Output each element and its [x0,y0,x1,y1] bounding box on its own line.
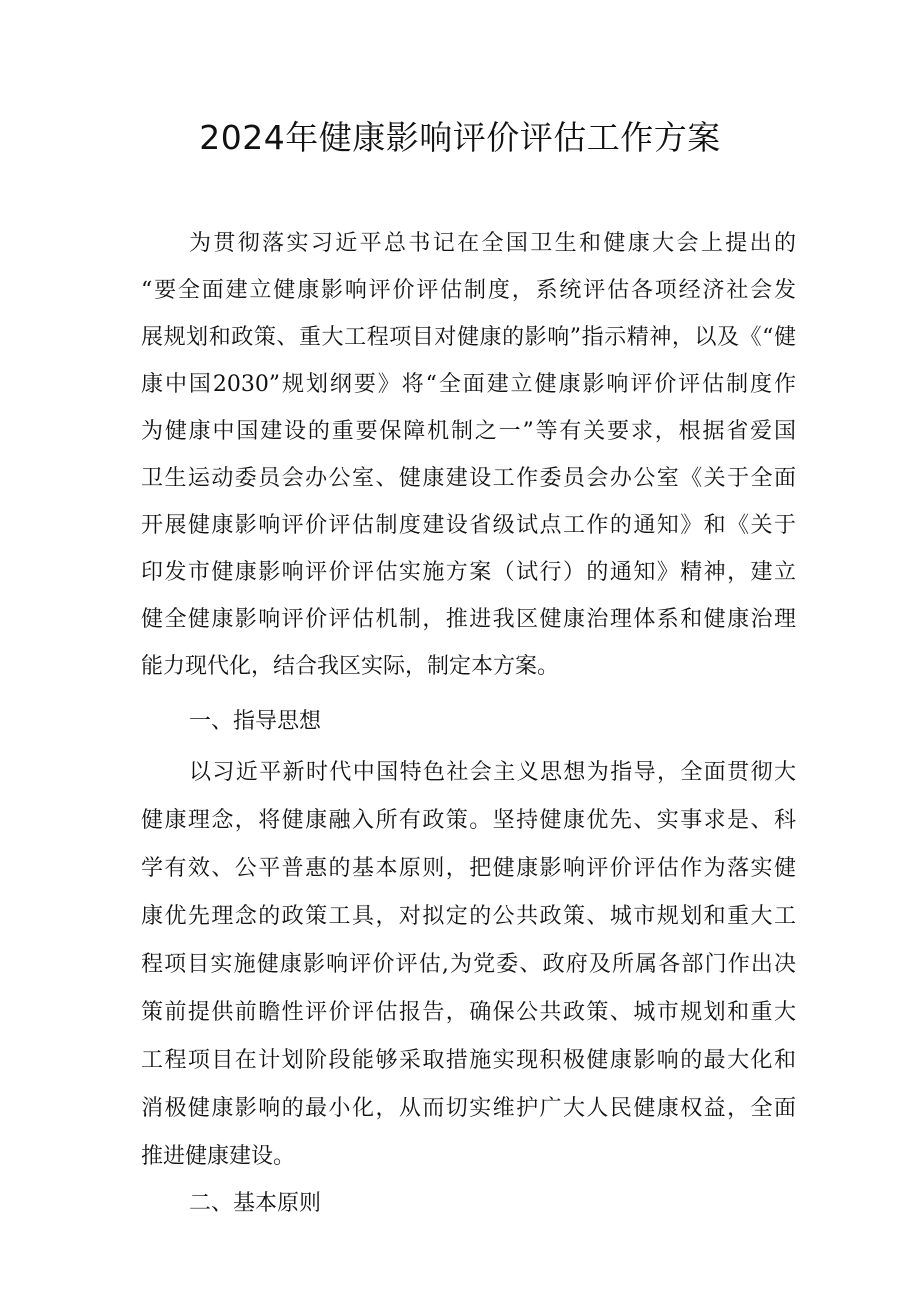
paragraph-1-line-4: 康中国2030”规划纲要》将“全面建立健康影响评价评估制度作 [141,372,796,397]
paragraph-2-line-4: 康优先理念的政策工具，对拟定的公共政策、城市规划和重大工 [141,904,796,929]
paragraph-1-line-2: “要全面建立健康影响评价评估制度，系统评估各项经济社会发 [141,278,796,303]
paragraph-1-line-9: 健全健康影响评价评估机制，推进我区健康治理体系和健康治理 [141,607,796,632]
paragraph-1-line-10: 能力现代化，结合我区实际，制定本方案。 [141,654,560,679]
paragraph-2-line-8: 消极健康影响的最小化，从而切实维护广大人民健康权益，全面 [141,1096,796,1121]
paragraph-2-line-3: 学有效、公平普惠的基本原则，把健康影响评价评估作为落实健 [141,856,796,881]
paragraph-2-line-2: 健康理念，将健康融入所有政策。坚持健康优先、实事求是、科 [141,808,796,833]
paragraph-2-line-5: 程项目实施健康影响评价评估,为党委、政府及所属各部门作出决 [141,952,796,977]
paragraph-2-line-7: 工程项目在计划阶段能够采取措施实现积极健康影响的最大化和 [141,1048,796,1073]
paragraph-2-line-1: 以习近平新时代中国特色社会主义思想为指导，全面贯彻大 [189,760,796,785]
section-heading-1: 一、指导思想 [189,709,322,734]
paragraph-1-line-5: 为健康中国建设的重要保障机制之一”等有关要求，根据省爱国 [141,419,796,444]
paragraph-2-line-9: 推进健康建设。 [141,1144,296,1169]
document-title: 2024年健康影响评价评估工作方案 [199,118,721,157]
section-heading-2: 二、基本原则 [189,1191,322,1216]
paragraph-1-line-3: 展规划和政策、重大工程项目对健康的影响”指示精神，以及《“健 [141,325,796,350]
paragraph-2-line-6: 策前提供前瞻性评价评估报告，确保公共政策、城市规划和重大 [141,1000,796,1025]
paragraph-1-line-6: 卫生运动委员会办公室、健康建设工作委员会办公室《关于全面 [141,466,796,491]
paragraph-1-line-8: 印发市健康影响评价评估实施方案（试行）的通知》精神，建立 [141,560,796,585]
paragraph-1-line-1: 为贯彻落实习近平总书记在全国卫生和健康大会上提出的 [189,231,796,256]
paragraph-1-line-7: 开展健康影响评价评估制度建设省级试点工作的通知》和《关于 [141,513,796,538]
